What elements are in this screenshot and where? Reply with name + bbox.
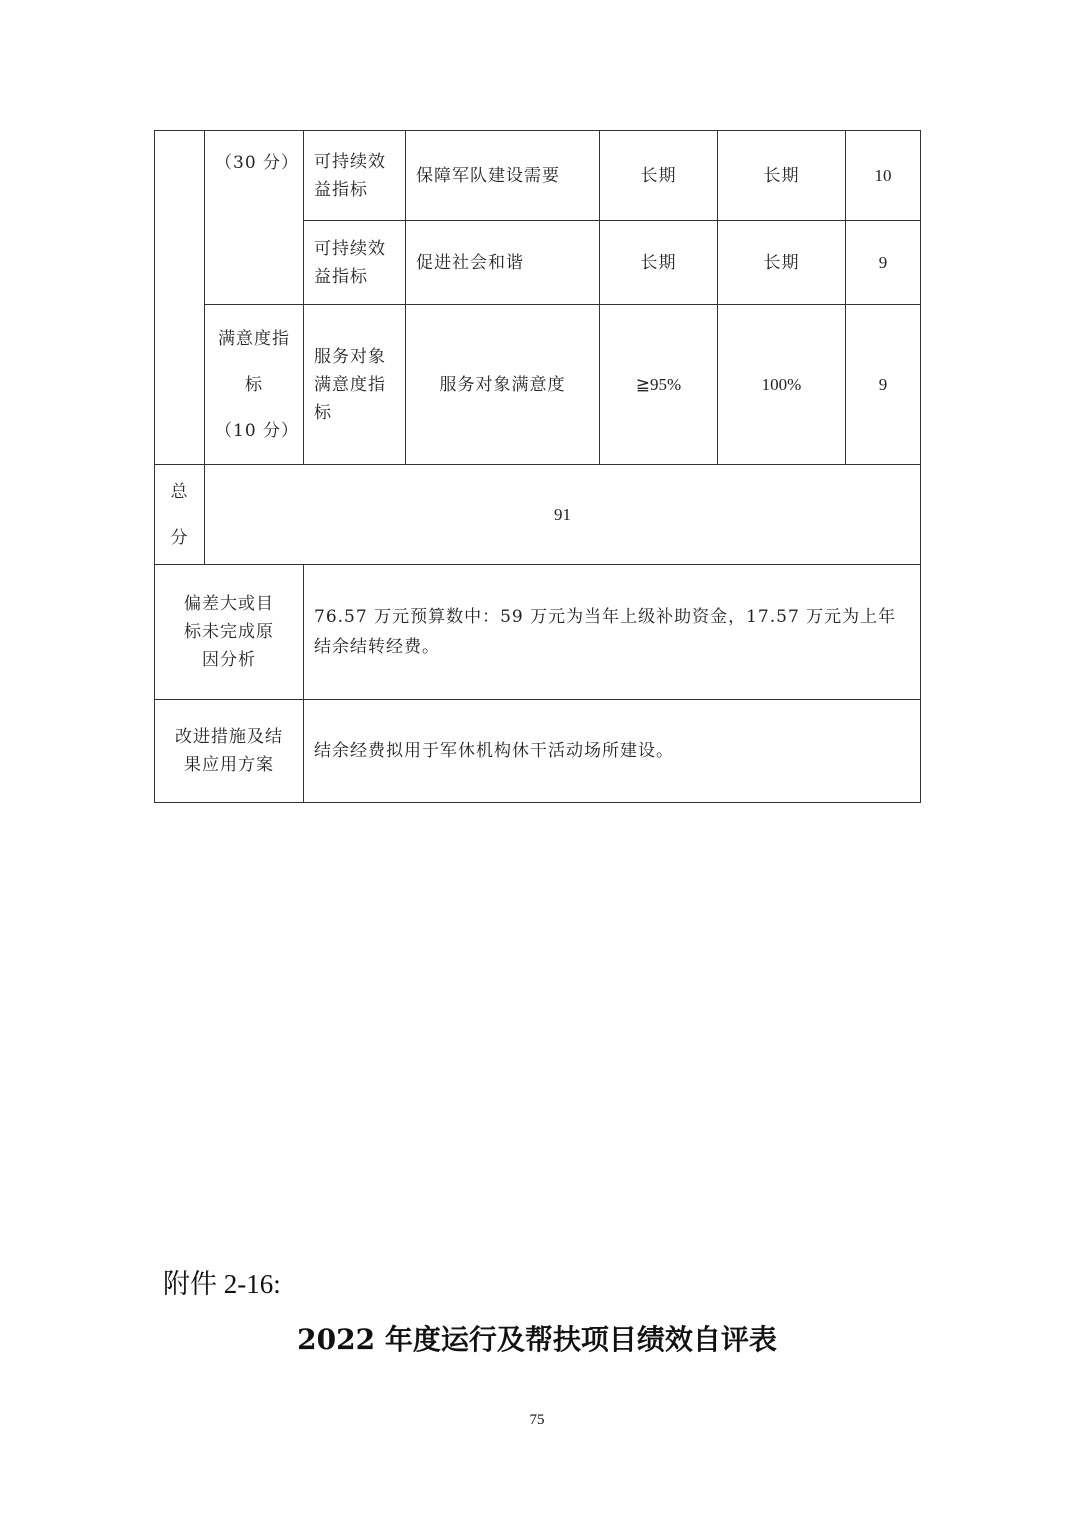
indicator-desc-cell: 服务对象满意度	[406, 305, 600, 465]
table-row	[155, 305, 921, 465]
target-value-cell: 长期	[600, 131, 718, 221]
category-cell	[205, 305, 304, 465]
actual-value-cell: 100%	[718, 305, 846, 465]
score-cell: 9	[846, 305, 921, 465]
total-label: 总	[170, 481, 189, 502]
improvement-label-cell: 改进措施及结果应用方案	[155, 700, 304, 803]
target-value-cell: 长期	[600, 221, 718, 305]
actual-value-cell: 长期	[718, 131, 846, 221]
total-label: 分	[170, 527, 189, 548]
improvement-text-cell: 结余经费拟用于军休机构休干活动场所建设。	[304, 700, 921, 803]
performance-table	[154, 130, 921, 803]
total-label-cell	[155, 465, 205, 565]
indicator-desc-cell: 促进社会和谐	[406, 221, 600, 305]
category-score: （30 分）	[215, 153, 300, 173]
indicator-desc-cell: 保障军队建设需要	[406, 131, 600, 221]
target-value-cell: ≧95%	[600, 305, 718, 465]
deviation-text-cell: 76.57 万元预算数中：59 万元为当年上级补助资金，17.57 万元为上年结余结转经费。	[304, 565, 921, 700]
sub-indicator-cell: 可持续效益指标	[304, 131, 406, 221]
improvement-row	[155, 700, 921, 803]
page-number: 75	[529, 1412, 545, 1428]
table-row	[155, 131, 921, 221]
category-score: （10 分）	[215, 420, 300, 441]
total-row	[155, 465, 921, 565]
sub-indicator-cell: 可持续效益指标	[304, 221, 406, 305]
category-cell	[205, 131, 304, 305]
total-score-cell: 91	[205, 465, 921, 565]
score-cell: 10	[846, 131, 921, 221]
actual-value-cell: 长期	[718, 221, 846, 305]
level1-category-cell	[155, 131, 205, 465]
score-cell: 9	[846, 221, 921, 305]
attachment-label: 附件 2-16:	[163, 1269, 281, 1299]
deviation-label-cell: 偏差大或目标未完成原因分析	[155, 565, 304, 700]
sub-indicator-cell: 服务对象满意度指标	[304, 305, 406, 465]
category-line: 标	[245, 374, 263, 395]
document-title: 2022 年度运行及帮扶项目绩效自评表	[297, 1323, 777, 1356]
deviation-row	[155, 565, 921, 700]
category-line: 满意度指	[218, 328, 290, 349]
